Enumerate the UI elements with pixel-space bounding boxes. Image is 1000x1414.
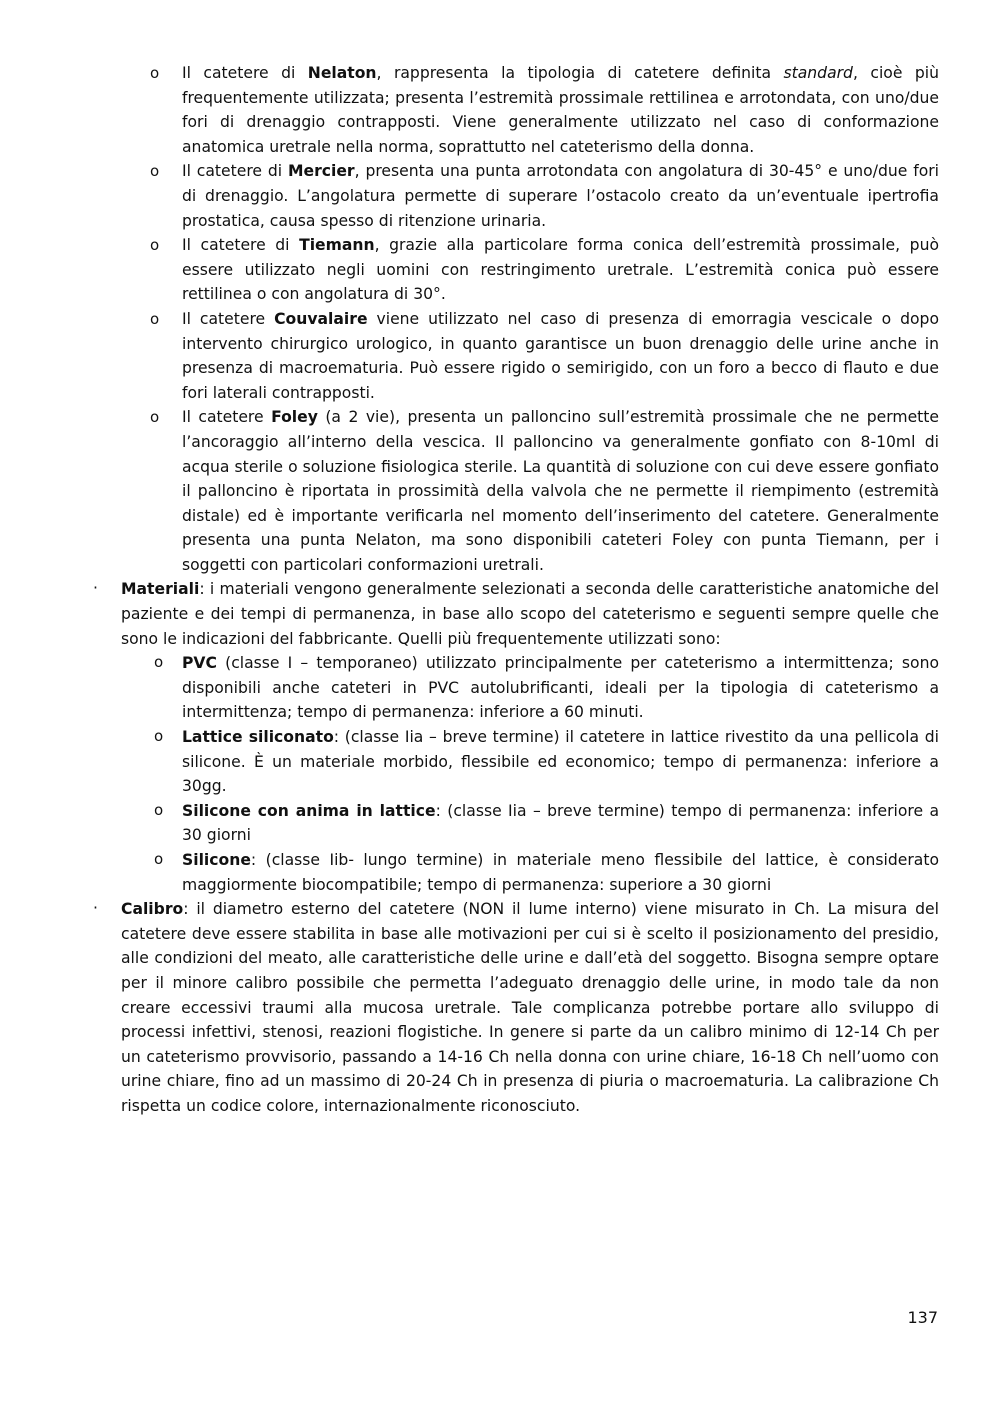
section-text: : i materiali vengono generalmente selezionati a seconda delle caratteristiche anatomiche del paziente e dei tempi di permanenza, in base allo scopo del cateterismo e seguenti sempre quelle che sono le indicazioni del fabbricante. Quelli più frequentemente utilizzati sono:	[121, 580, 939, 648]
circle-bullet: o	[150, 236, 160, 255]
circle-bullet: o	[154, 653, 164, 672]
item-text: Il catetere	[182, 408, 272, 427]
item-text: viene utilizzato nel caso di presenza di emorragia vescicale o dopo intervento chirurgico urologico, in quanto garantisce un buon drenaggio delle urine anche in presenza di macroematuria. Può essere rigido o semirigido, con un foro a becco di flauto e due fori laterali contrapposti.	[182, 309, 939, 402]
list-item-couvalaire	[150, 307, 939, 405]
item-text: Il catetere di	[182, 236, 300, 255]
circle-bullet: o	[150, 309, 160, 328]
item-text: Il catetere di	[182, 162, 288, 181]
circle-bullet: o	[154, 727, 164, 746]
list-item-calibro	[93, 897, 939, 1118]
item-text: (a 2 vie), presenta un palloncino sull’estremità prossimale che ne permette l’ancoraggio all’interno della vescica. Il palloncino va generalmente gonfiato con 8-10ml di acqua sterile o soluzione fisiologica sterile. La quantità di soluzione con cui deve essere gonfiato il palloncino è riportata in prossimità della valvola che ne permette il riempimento (estremità distale) ed è importante verificarla nel momento dell’inserimento del catetere. Generalmente presenta una punta Nelaton, ma sono disponibili cateteri Foley con punta Tiemann, per i soggetti con particolari conformazioni uretrali.	[182, 408, 939, 574]
item-term: PVC	[182, 654, 217, 673]
item-text: , rappresenta la tipologia di catetere definita	[376, 64, 784, 82]
list-item-tiemann	[150, 233, 939, 307]
list-item-pvc	[154, 651, 939, 725]
item-term: Tiemann	[299, 236, 375, 255]
item-text: : (classe Iia – breve termine) tempo di permanenza: inferiore a 30 giorni	[182, 801, 939, 845]
item-term: Nelaton	[307, 64, 377, 82]
catheter-types-list	[0, 61, 1000, 577]
section-term: Calibro	[121, 900, 184, 919]
materials-list	[0, 651, 1000, 897]
item-text: (classe I – temporaneo) utilizzato principalmente per cateterismo a intermittenza; sono disponibili anche cateteri in PVC autolubrificanti, ideali per la tipologia di cateterismo a intermittenza; tempo di permanenza: inferiore a 60 minuti.	[182, 654, 939, 722]
item-term: Couvalaire	[274, 309, 368, 328]
dot-bullet: ·	[93, 899, 98, 918]
dot-bullet: ·	[93, 579, 98, 598]
item-term: Mercier	[287, 162, 355, 181]
item-term: Foley	[271, 408, 318, 427]
item-emphasis: standard	[783, 64, 853, 82]
main-list	[0, 577, 1000, 1118]
item-term: Silicone	[182, 851, 251, 869]
circle-bullet: o	[154, 850, 164, 868]
item-text: , grazie alla particolare forma conica dell’estremità prossimale, può essere utilizzato negli uomini con restringimento uretrale. L’estremità conica può essere rettilinea o con angolatura di 30°.	[182, 236, 939, 304]
item-term: Lattice siliconato	[182, 728, 334, 747]
item-text: Il catetere di	[182, 64, 308, 82]
list-item-mercier	[150, 159, 939, 233]
page-number: 137	[907, 1308, 938, 1327]
circle-bullet: o	[150, 162, 160, 181]
item-text: Il catetere	[182, 309, 275, 328]
list-item-silicone	[154, 848, 939, 897]
item-term: Silicone con anima in lattice	[182, 801, 436, 820]
circle-bullet: o	[154, 800, 164, 819]
circle-bullet: o	[150, 408, 160, 427]
list-item-nelaton	[150, 61, 939, 159]
item-text: : (classe Iia – breve termine) il catetere in lattice rivestito da una pellicola di silicone. È un materiale morbido, flessibile ed economico; tempo di permanenza: inferiore a 30gg.	[182, 728, 939, 796]
section-term: Materiali	[121, 580, 200, 599]
list-item-lattice-siliconato	[154, 725, 939, 799]
list-item-materiali	[93, 577, 939, 897]
section-text: : il diametro esterno del catetere (NON il lume interno) viene misurato in Ch. La misura del catetere deve essere stabilita in base alle motivazioni per cui si è scelto il posizionamento del presidio, alle condizioni del meato, alle caratteristiche delle urine e dall’età del soggetto. Bisogna sempre optare per il minore calibro possibile che permetta l’adeguato drenaggio delle urine, in modo tale da non creare eccessivi traumi alla mucosa uretrale. Tale complicanza potrebbe portare allo sviluppo di processi infettivi, stenosi, reazioni flogistiche. In genere si parte da un calibro minimo di 12-14 Ch per un cateterismo provvisorio, passando a 14-16 Ch nella donna con urine chiare, 16-18 Ch nell’uomo con urine chiare, fino ad un massimo di 20-24 Ch in presenza di piuria o macroematuria. La calibrazione Ch rispetta un codice colore, internazionalmente riconosciuto.	[121, 900, 939, 1115]
circle-bullet: o	[150, 64, 160, 82]
item-text: , presenta una punta arrotondata con angolatura di 30-45° e uno/due fori di drenaggio. L’angolatura permette di superare l’ostacolo creato da un’eventuale ipertrofia prostatica, causa spesso di ritenzione urinaria.	[182, 162, 939, 230]
list-item-silicone-anima-lattice	[154, 799, 939, 848]
list-item-foley	[150, 405, 939, 577]
page-content	[0, 61, 1000, 1119]
item-text: : (classe Iib- lungo termine) in materiale meno flessibile del lattice, è considerato maggiormente biocompatibile; tempo di permanenza: superiore a 30 giorni	[182, 851, 939, 894]
item-text: , cioè più frequentemente utilizzata; presenta l’estremità prossimale rettilinea e arrotondata, con uno/due fori di drenaggio contrapposti. Viene generalmente utilizzato nel caso di conformazione anatomica uretrale nella norma, soprattutto nel cateterismo della donna.	[182, 64, 939, 156]
